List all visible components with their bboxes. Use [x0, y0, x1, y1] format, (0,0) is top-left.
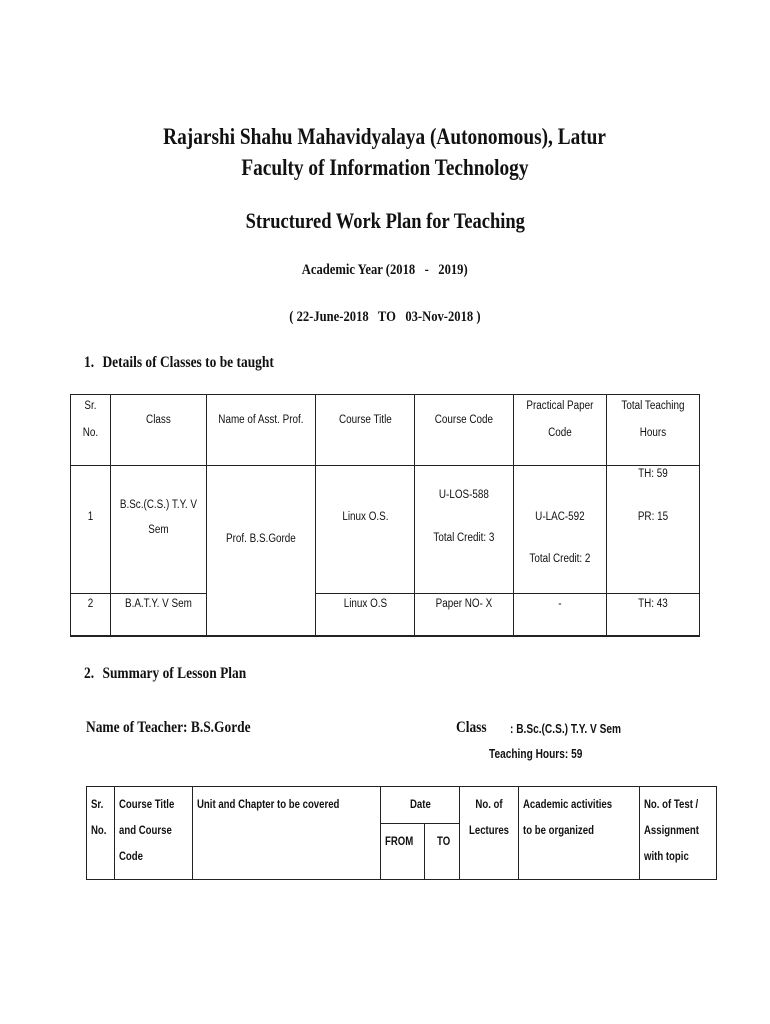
document-title: Structured Work Plan for Teaching [245, 208, 525, 233]
row1-teaching: TH: 59 PR: 15 [607, 466, 700, 594]
institution-name: Rajarshi Shahu Mahavidyalaya (Autonomous), Latur [163, 124, 607, 149]
lp-header-course: Course Title and Course Code [115, 787, 193, 880]
lp-header-sr: Sr. No. [87, 787, 115, 880]
row1-course-code: U-LOS-588 Total Credit: 3 [415, 466, 514, 594]
table-row [71, 594, 700, 637]
asst-prof-cell: Prof. B.S.Gorde [206, 466, 315, 637]
lp-header-unit: Unit and Chapter to be covered [193, 787, 380, 880]
table-row [71, 466, 700, 594]
lesson-plan-table [86, 786, 717, 880]
header-class: Class [110, 395, 206, 466]
lesson-plan-header [87, 787, 717, 824]
row2-class: B.A.T.Y. V Sem [110, 594, 206, 637]
classes-table [70, 394, 700, 637]
date-range: ( 22-June-2018 TO 03-Nov-2018 ) [289, 309, 481, 325]
class-label: Class [456, 719, 487, 736]
row1-sr: 1 [71, 466, 111, 594]
teacher-name: Name of Teacher: B.S.Gorde [86, 719, 251, 736]
header-teaching-hours: Total Teaching Hours [607, 395, 700, 466]
lp-header-to: TO [424, 824, 459, 880]
row2-teaching: TH: 43 [607, 594, 700, 637]
section2-heading: 2. Summary of Lesson Plan [84, 665, 247, 682]
row2-sr: 2 [71, 594, 111, 637]
header-sr: Sr. No. [71, 395, 111, 466]
header-asst-prof: Name of Asst. Prof. [206, 395, 315, 466]
row1-practical: U-LAC-592 Total Credit: 2 [514, 466, 607, 594]
lp-header-from: FROM [380, 824, 424, 880]
faculty-name: Faculty of Information Technology [241, 155, 529, 180]
class-value: : B.Sc.(C.S.) T.Y. V Sem [510, 721, 622, 736]
row2-course-code: Paper NO- X [415, 594, 514, 637]
academic-year: Academic Year (2018 - 2019) [302, 262, 468, 278]
teaching-hours: Teaching Hours: 59 [489, 746, 583, 761]
lp-header-lectures: No. of Lectures [460, 787, 519, 880]
header-practical: Practical Paper Code [514, 395, 607, 466]
header-course-code: Course Code [415, 395, 514, 466]
classes-table-header [71, 395, 700, 466]
row1-course-title: Linux O.S. [315, 466, 415, 594]
lp-header-activities: Academic activities to be organized [519, 787, 639, 880]
row2-course-title: Linux O.S [315, 594, 415, 637]
header-course-title: Course Title [315, 395, 415, 466]
lp-header-test: No. of Test / Assignment with topic [639, 787, 717, 880]
row1-class: B.Sc.(C.S.) T.Y. V Sem [110, 466, 206, 594]
lp-header-date: Date [380, 787, 460, 824]
section1-heading: 1. Details of Classes to be taught [84, 354, 274, 371]
row2-practical: - [514, 594, 607, 637]
